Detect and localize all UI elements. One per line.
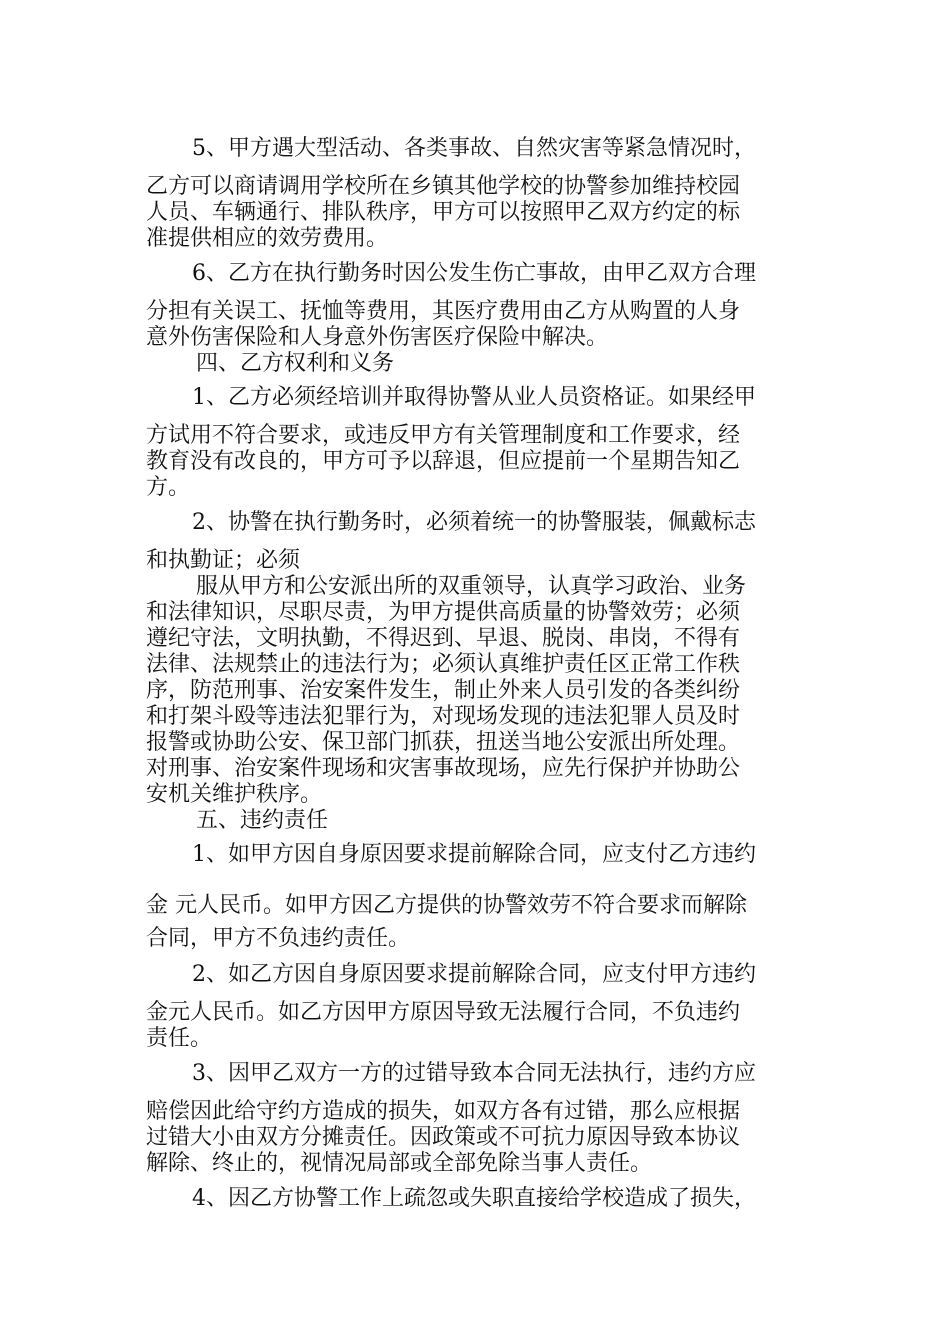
paragraph-line: 合同，甲方不负违约责任。 (146, 926, 411, 951)
paragraph-line: 对刑事、治安案件现场和灾害事故现场，应先行保护并协助公 (146, 756, 741, 781)
paragraph-line: 1、乙方必须经培训并取得协警从业人员资格证。如果经甲 (192, 385, 756, 410)
paragraph-line: 金元人民币。如乙方因甲方原因导致无法履行合同，不负违约 (146, 1000, 741, 1025)
paragraph-line: 6、乙方在执行勤务时因公发生伤亡事故，由甲乙双方合理 (192, 261, 756, 286)
paragraph-line: 安机关维护秩序。 (146, 782, 323, 807)
paragraph-line: 4、因乙方协警工作上疏忽或失职直接给学校造成了损失， (192, 1186, 756, 1211)
paragraph-line: 准提供相应的效劳费用。 (146, 226, 389, 251)
paragraph-line: 乙方可以商请调用学校所在乡镇其他学校的协警参加维持校园 (146, 174, 741, 199)
paragraph-line: 5、甲方遇大型活动、各类事故、自然灾害等紧急情况时， (192, 136, 756, 161)
paragraph-line: 2、如乙方因自身原因要求提前解除合同，应支付甲方违约 (192, 962, 756, 987)
paragraph-line: 法律、法规禁止的违法行为；必须认真维护责任区正常工作秩 (146, 652, 741, 677)
paragraph-line: 赔偿因此给守约方造成的损失，如双方各有过错，那么应根据 (146, 1099, 741, 1124)
paragraph-line: 3、因甲乙双方一方的过错导致本合同无法执行，违约方应 (192, 1061, 756, 1086)
paragraph-line: 过错大小由双方分摊责任。因政策或不可抗力原因导致本协议 (146, 1125, 741, 1150)
paragraph-line: 和执勤证；必须 (146, 548, 301, 573)
paragraph-line: 方试用不符合要求，或违反甲方有关管理制度和工作要求，经 (146, 423, 741, 448)
paragraph-line: 1、如甲方因自身原因要求提前解除合同，应支付乙方违约 (192, 842, 756, 867)
paragraph-line: 服从甲方和公安派出所的双重领导，认真学习政治、业务 (196, 574, 747, 599)
paragraph-line: 金 元人民币。如甲方因乙方提供的协警效劳不符合要求而解除 (146, 893, 747, 918)
section-heading: 四、乙方权利和义务 (196, 351, 395, 376)
paragraph-line: 解除、终止的，视情况局部或全部免除当事人责任。 (146, 1151, 653, 1176)
section-heading: 五、违约责任 (196, 808, 329, 833)
paragraph-line: 意外伤害保险和人身意外伤害医疗保险中解决。 (146, 325, 609, 350)
paragraph-line: 报警或协助公安、保卫部门抓获，扭送当地公安派出所处理。 (146, 730, 741, 755)
paragraph-line: 序，防范刑事、治安案件发生，制止外来人员引发的各类纠纷 (146, 678, 741, 703)
paragraph-line: 和法律知识，尽职尽责，为甲方提供高质量的协警效劳；必须 (146, 600, 741, 625)
paragraph-line: 分担有关误工、抚恤等费用，其医疗费用由乙方从购置的人身 (146, 299, 741, 324)
paragraph-line: 责任。 (146, 1026, 213, 1051)
paragraph-line: 教育没有改良的，甲方可予以辞退，但应提前一个星期告知乙 (146, 449, 741, 474)
paragraph-line: 和打架斗殴等违法犯罪行为，对现场发现的违法犯罪人员及时 (146, 704, 741, 729)
paragraph-line: 2、协警在执行勤务时，必须着统一的协警服装，佩戴标志 (192, 510, 756, 535)
paragraph-line: 遵纪守法，文明执勤，不得迟到、早退、脱岗、串岗，不得有 (146, 626, 741, 651)
paragraph-line: 人员、车辆通行、排队秩序，甲方可以按照甲乙双方约定的标 (146, 200, 741, 225)
paragraph-line: 方。 (146, 475, 191, 500)
